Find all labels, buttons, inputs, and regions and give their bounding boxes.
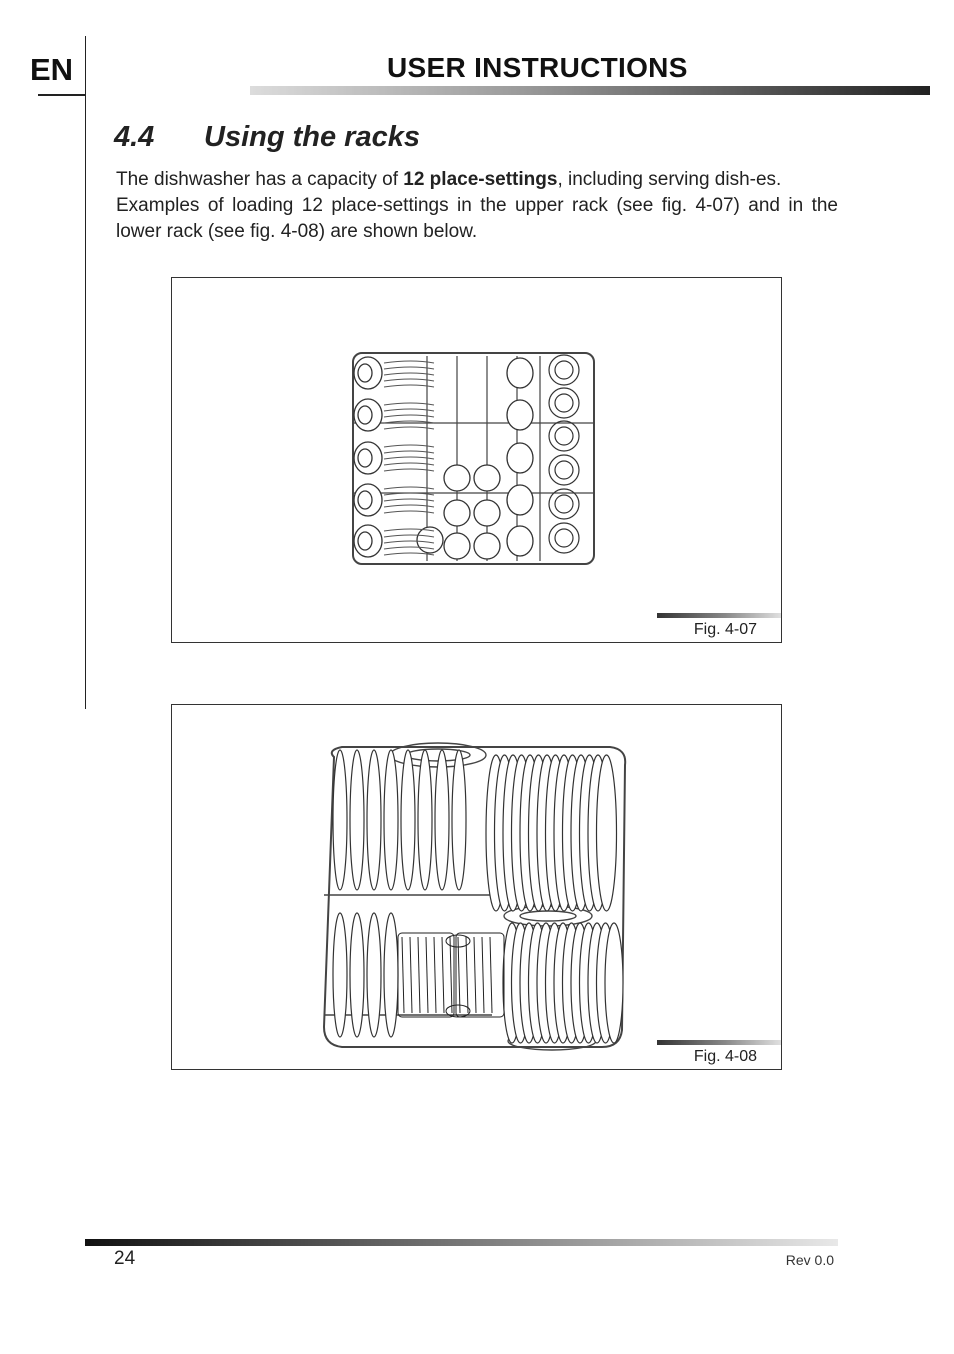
plate-icon: [367, 913, 381, 1037]
cutlery-icon: [450, 937, 452, 1013]
plate-icon: [333, 913, 347, 1037]
cup-icon: [507, 358, 533, 388]
cup-icon: [507, 485, 533, 515]
cutlery-icon: [434, 937, 436, 1013]
header-gradient-bar: [250, 86, 930, 95]
paragraph-capacity: [116, 167, 838, 193]
plate-icon: [350, 750, 364, 890]
body-text: [116, 167, 838, 245]
plate-icon: [401, 750, 415, 890]
page-header-title: USER INSTRUCTIONS: [387, 52, 688, 83]
cup-icon: [507, 526, 533, 556]
figure-label: Fig. 4-07: [693, 621, 757, 638]
figure-upper-rack: [171, 277, 782, 643]
cutlery-icon: [418, 937, 420, 1013]
cutlery-icon: [474, 937, 476, 1013]
plate-icon: [452, 750, 466, 890]
footer-gradient-bar: [85, 1239, 838, 1246]
cup-inner-icon: [358, 449, 372, 467]
plate-icon: [384, 750, 398, 890]
cup-inner-icon: [358, 491, 372, 509]
glass-inner-icon: [555, 529, 573, 547]
glass-inner-icon: [555, 461, 573, 479]
left-margin-rule: [85, 36, 86, 709]
glass-icon: [549, 421, 579, 451]
cutlery-icon: [458, 937, 460, 1013]
glass-inner-icon: [555, 361, 573, 379]
cutlery-icon: [466, 937, 468, 1013]
glass-icon: [549, 455, 579, 485]
figure-label-bar: [657, 613, 781, 618]
glass-inner-icon: [555, 427, 573, 445]
plate-icon: [333, 750, 347, 890]
plate-icon: [418, 750, 432, 890]
cup-inner-icon: [358, 364, 372, 382]
cup-icon: [507, 400, 533, 430]
plate-icon: [367, 750, 381, 890]
lower-rack-illustration: [172, 705, 783, 1071]
glass-icon: [474, 500, 500, 526]
plate-icon: [597, 755, 617, 911]
revision-label: Rev 0.0: [785, 1252, 834, 1268]
cutlery-basket-icon: [456, 933, 504, 1017]
glass-icon: [474, 465, 500, 491]
glass-inner-icon: [555, 495, 573, 513]
glass-icon: [417, 527, 443, 553]
language-tag: EN: [30, 52, 74, 87]
section-title: Using the racks: [204, 121, 420, 153]
page-number: 24: [114, 1248, 136, 1269]
capacity-text-before: The dishwasher has a capacity of: [116, 169, 404, 190]
cutlery-icon: [482, 937, 484, 1013]
cutlery-icon: [442, 937, 444, 1013]
section-number: 4.4: [114, 121, 155, 153]
plate-icon: [350, 913, 364, 1037]
language-underline: [38, 94, 86, 96]
figure-lower-rack: [171, 704, 782, 1070]
upper-rack-illustration: [172, 278, 783, 644]
cutlery-icon: [490, 937, 492, 1013]
section-heading: [114, 121, 420, 154]
glass-icon: [549, 388, 579, 418]
figure-label: Fig. 4-08: [693, 1048, 757, 1065]
cup-icon: [507, 443, 533, 473]
cutlery-icon: [426, 937, 428, 1013]
plate-icon: [605, 923, 623, 1043]
plate-icon: [435, 750, 449, 890]
capacity-bold: 12 place-settings: [403, 169, 558, 190]
glass-inner-icon: [555, 394, 573, 412]
capacity-text-after: , including serving dish-es.: [557, 169, 782, 190]
glass-icon: [474, 533, 500, 559]
figure-label-bar: [657, 1040, 781, 1045]
glass-icon: [444, 465, 470, 491]
glass-icon: [549, 355, 579, 385]
cup-inner-icon: [358, 532, 372, 550]
glass-icon: [444, 533, 470, 559]
plate-icon: [384, 913, 398, 1037]
cup-inner-icon: [358, 406, 372, 424]
cutlery-icon: [402, 937, 404, 1013]
cutlery-icon: [410, 937, 412, 1013]
paragraph-examples: Examples of loading 12 place-settings in the upper rack (see fig. 4-07) and in the lower rack (see fig. 4-08) are shown below.: [116, 195, 838, 242]
glass-icon: [549, 523, 579, 553]
glass-icon: [444, 500, 470, 526]
